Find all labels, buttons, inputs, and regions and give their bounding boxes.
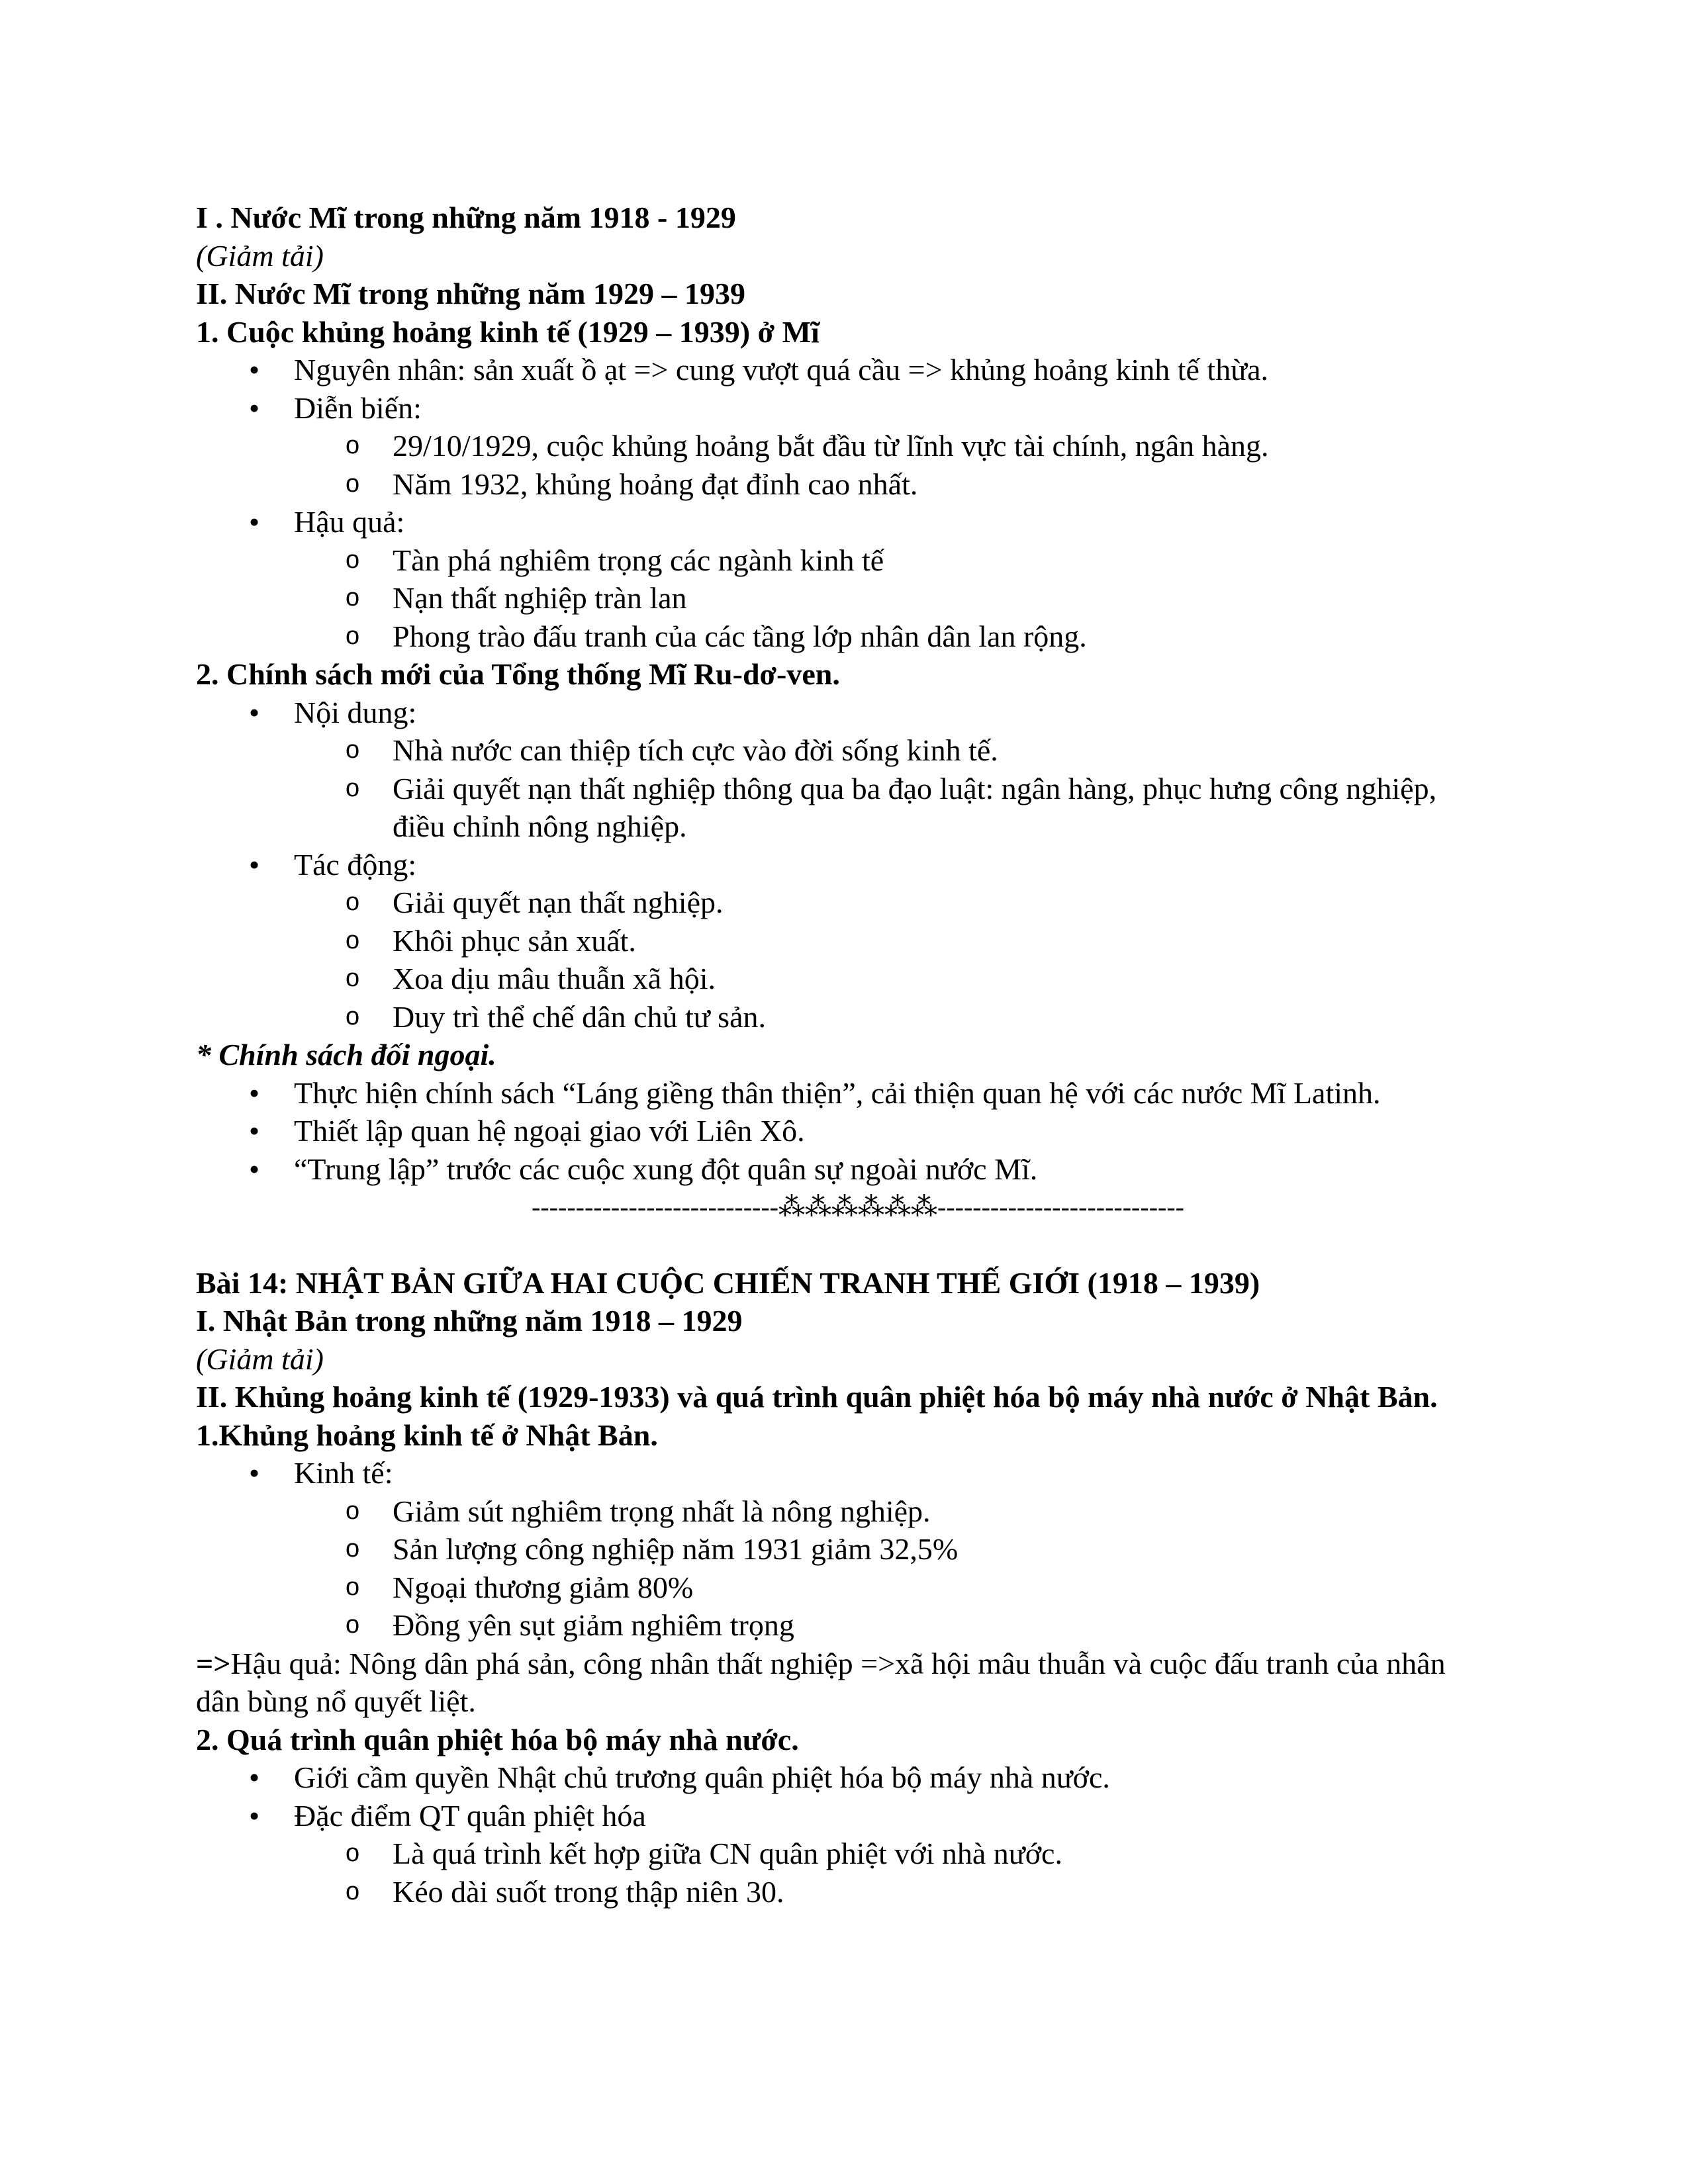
list-item: • Hậu quả: bbox=[196, 503, 1493, 541]
list-subitem: o Duy trì thể chế dân chủ tư sản. bbox=[196, 998, 1493, 1036]
list-subitem: o Xoa dịu mâu thuẫn xã hội. bbox=[196, 960, 1493, 998]
list-item: • Đặc điểm QT quân phiệt hóa bbox=[196, 1797, 1493, 1835]
reduced-note: (Giảm tải) bbox=[196, 1342, 324, 1376]
consequence-paragraph bbox=[196, 1645, 1493, 1721]
heading-economic-crisis: 1. Cuộc khủng hoảng kinh tế (1929 – 1939) ở Mĩ bbox=[196, 314, 820, 349]
sub-bullet-marker: o bbox=[346, 774, 360, 802]
sub-bullet-marker: o bbox=[346, 545, 360, 574]
list-item: • “Trung lập” trước các cuộc xung đột quân sự ngoài nước Mĩ. bbox=[196, 1150, 1493, 1189]
list-subitem: o Là quá trình kết hợp giữa CN quân phiệt với nhà nước. bbox=[196, 1835, 1493, 1873]
reduced-note: (Giảm tải) bbox=[196, 238, 324, 273]
list-item: • Thiết lập quan hệ ngoại giao với Liên Xô. bbox=[196, 1112, 1493, 1150]
heading-japan-crisis-militarization: II. Khủng hoảng kinh tế (1929-1933) và quá trình quân phiệt hóa bộ máy nhà nước ở Nhật Bản. bbox=[196, 1380, 1438, 1414]
sub-bullet-marker: o bbox=[346, 1535, 360, 1563]
sub-bullet-marker: o bbox=[346, 926, 360, 954]
sub-bullet-marker: o bbox=[346, 469, 360, 498]
list-item: • Kinh tế: bbox=[196, 1454, 1493, 1492]
sub-bullet-marker: o bbox=[346, 888, 360, 916]
list-subitem: o Kéo dài suốt trong thập niên 30. bbox=[196, 1873, 1493, 1911]
sub-bullet-marker: o bbox=[346, 1839, 360, 1867]
list-item: • Nội dung: bbox=[196, 694, 1493, 732]
list-subitem: o Nhà nước can thiệp tích cực vào đời sống kinh tế. bbox=[196, 731, 1493, 770]
sub-bullet-marker: o bbox=[346, 584, 360, 612]
heading-us-1918-1929: I . Nước Mĩ trong những năm 1918 - 1929 bbox=[196, 201, 736, 234]
list-subitem: o Năm 1932, khủng hoảng đạt đỉnh cao nhất. bbox=[196, 465, 1493, 504]
list-subitem: o Đồng yên sụt giảm nghiêm trọng bbox=[196, 1606, 1493, 1645]
sub-bullet-marker: o bbox=[346, 432, 360, 459]
section-divider: ----------------------------⁂⁂⁂⁂⁂⁂---------------------------- bbox=[532, 1192, 1184, 1222]
heading-militarization: 2. Quá trình quân phiệt hóa bộ máy nhà nước. bbox=[196, 1722, 799, 1756]
heading-japan-economic-crisis: 1.Khủng hoảng kinh tế ở Nhật Bản. bbox=[196, 1418, 658, 1452]
list-item: • Diễn biến: bbox=[196, 389, 1493, 428]
sub-bullet-marker: o bbox=[346, 1611, 360, 1639]
sub-bullet-marker: o bbox=[346, 1002, 360, 1030]
list-subitem: o Nạn thất nghiệp tràn lan bbox=[196, 579, 1493, 617]
document-page bbox=[196, 199, 1493, 1911]
result-arrow: => bbox=[196, 1646, 231, 1680]
result-text: Hậu quả: Nông dân phá sản, công nhân thất nghiệp =>xã hội mâu thuẫn và cuộc đấu tranh của nhân dân bùng nổ quyết liệt. bbox=[196, 1646, 1446, 1718]
list-subitem: o Tàn phá nghiêm trọng các ngành kinh tế bbox=[196, 541, 1493, 580]
heading-foreign-policy: * Chính sách đối ngoại. bbox=[196, 1038, 496, 1071]
sub-bullet-marker: o bbox=[346, 1877, 360, 1905]
heading-new-deal: 2. Chính sách mới của Tổng thống Mĩ Ru-dơ-ven. bbox=[196, 657, 840, 691]
sub-bullet-marker: o bbox=[346, 1496, 360, 1525]
lesson-title: Bài 14: NHẬT BẢN GIỮA HAI CUỘC CHIẾN TRANH THẾ GIỚI (1918 – 1939) bbox=[196, 1265, 1260, 1300]
list-subitem: o Giảm sút nghiêm trọng nhất là nông nghiệp. bbox=[196, 1492, 1493, 1531]
list-subitem: o Phong trào đấu tranh của các tầng lớp nhân dân lan rộng. bbox=[196, 617, 1493, 656]
sub-bullet-marker: o bbox=[346, 1572, 360, 1601]
sub-bullet-marker: o bbox=[346, 964, 360, 992]
list-subitem: o Giải quyết nạn thất nghiệp thông qua ba đạo luật: ngân hàng, phục hưng công nghiệp, điều chỉnh nông nghiệp. bbox=[196, 770, 1493, 846]
list-subitem: o Giải quyết nạn thất nghiệp. bbox=[196, 884, 1493, 922]
list-item: • Giới cầm quyền Nhật chủ trương quân phiệt hóa bộ máy nhà nước. bbox=[196, 1758, 1493, 1797]
list-subitem: o Khôi phục sản xuất. bbox=[196, 922, 1493, 960]
sub-bullet-marker: o bbox=[346, 736, 360, 764]
list-item: • Tác động: bbox=[196, 846, 1493, 884]
heading-us-1929-1939: II. Nước Mĩ trong những năm 1929 – 1939 bbox=[196, 277, 745, 310]
heading-japan-1918-1929: I. Nhật Bản trong những năm 1918 – 1929 bbox=[196, 1304, 743, 1338]
list-subitem: o 29/10/1929, cuộc khủng hoảng bắt đầu từ lĩnh vực tài chính, ngân hàng. bbox=[196, 427, 1493, 465]
list-item: • Nguyên nhân: sản xuất ồ ạt => cung vượt quá cầu => khủng hoảng kinh tế thừa. bbox=[196, 351, 1493, 389]
list-item: • Thực hiện chính sách “Láng giềng thân thiện”, cải thiện quan hệ với các nước Mĩ Latinh. bbox=[196, 1074, 1493, 1113]
sub-bullet-marker: o bbox=[346, 621, 360, 650]
list-subitem: o Sản lượng công nghiệp năm 1931 giảm 32,5% bbox=[196, 1530, 1493, 1569]
list-subitem: o Ngoại thương giảm 80% bbox=[196, 1569, 1493, 1607]
